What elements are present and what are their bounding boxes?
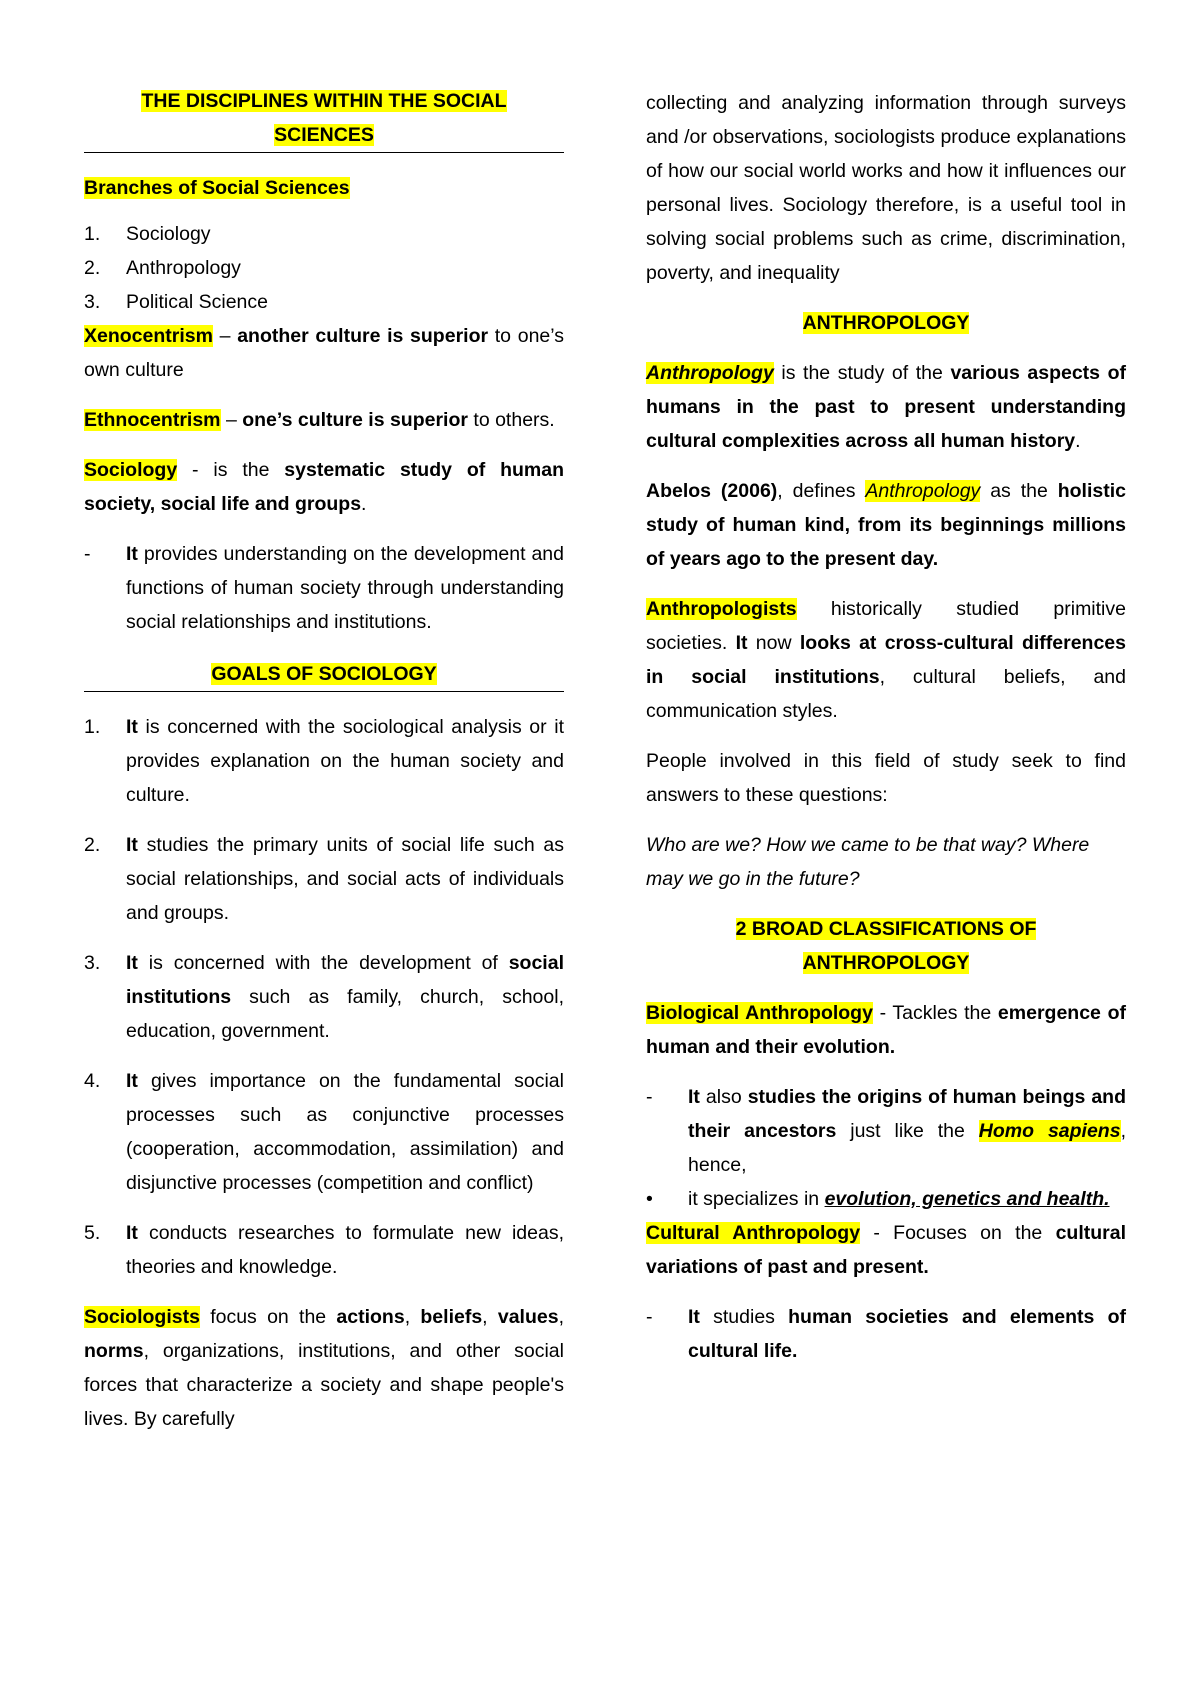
list-item [646,1080,1126,1182]
anthropologists-paragraph [646,592,1126,728]
bullet-bold: human societies and elements of cultural life. [688,1306,1126,1362]
comma: , [558,1306,564,1328]
cultural-anthropology-definition [646,1216,1126,1284]
branch-sociology: Sociology [126,223,211,245]
anth-t2: now [747,632,800,654]
branches-heading [84,171,564,205]
list-number: 3. [84,291,101,313]
left-column [84,84,564,1436]
classifications-heading-line-1: 2 BROAD CLASSIFICATIONS OF [735,918,1037,940]
list-number: 2. [84,257,101,279]
anthropologists-term: Anthropologists [646,598,797,620]
biological-mid: - Tackles the [872,1002,998,1024]
branches-heading-text: Branches of Social Sciences [84,177,350,199]
list-number: 1. [84,716,101,738]
anth-t3: , cultural beliefs, and communication styles. [646,666,1126,722]
classifications-heading [646,912,1126,980]
title-line-1: THE DISCIPLINES WITHIN THE SOCIAL [141,90,507,112]
title-line-2: SCIENCES [274,124,374,146]
list-item [84,1064,564,1200]
sociology-term: Sociology [84,459,178,481]
bullet-bold: studies the origins of human beings and their ancestors [688,1086,1126,1142]
goals-heading [84,657,564,691]
list-item [646,1300,1126,1368]
list-number: 5. [84,1222,101,1244]
dash: – [220,409,243,431]
abelos-mid: , defines [777,480,866,502]
sociology-mid: - is the [177,459,285,481]
sociologists-continued: collecting and analyzing information through surveys and /or observations, sociologists produce explanations of how our social world works and how it influences our personal lives. Sociology therefore, is a useful tool in solving social problems such as crime, discrimination, poverty, and inequality [646,92,1126,284]
abelos-definition [646,474,1126,576]
list-number: 1. [84,223,101,245]
bullet-text: it specializes in [688,1188,825,1210]
goals-heading-text: GOALS OF SOCIOLOGY [211,663,437,685]
homo-sapiens-term: Homo sapiens [978,1120,1121,1142]
biological-term: Biological Anthropology [646,1002,873,1024]
list-number: 4. [84,1070,101,1092]
list-item [84,537,564,639]
anthropology-mid: is the study of the [773,362,951,384]
goal-lead: It [126,716,138,738]
ethnocentrism-term: Ethnocentrism [84,409,221,431]
sociologists-t2: , organizations, institutions, and other social forces that characterize a society and shape people's lives. By carefully [84,1340,564,1430]
dash: – [212,325,238,347]
sociology-definition [84,453,564,521]
sociologists-b1: actions [336,1306,405,1328]
goal-lead: It [126,834,138,856]
classifications-heading-line-2: ANTHROPOLOGY [802,952,970,974]
abelos-as: as the [980,480,1058,502]
abelos-citation: Abelos (2006) [646,480,778,502]
bullet-dash: - [646,1306,653,1328]
xenocentrism-rest: to one’s own culture [84,325,564,381]
bullet-t1: also [699,1086,748,1108]
list-item [646,1182,1126,1216]
anthropology-bold: various aspects of humans in the past to present understanding cultural complexities across all human history [646,362,1126,452]
list-number: 2. [84,834,101,856]
anthropology-term: Anthropology [646,362,774,384]
cultural-mid: - Focuses on the [860,1222,1056,1244]
branch-political-science: Political Science [126,291,268,313]
list-item [84,710,564,812]
goal-bold: social institutions [126,952,564,1008]
goal-lead: It [126,1222,138,1244]
anthropology-definition [646,356,1126,458]
ethnocentrism-definition [84,403,564,437]
list-item [84,828,564,930]
bullet-dash: - [84,543,91,565]
list-item [84,251,564,285]
ethnocentrism-rest: to others. [467,409,555,431]
branches-list [84,217,564,319]
goals-list [84,710,564,1284]
sociology-bullets [84,537,564,639]
sociology-end: . [361,493,367,515]
bullet-dot: • [646,1188,653,1210]
cultural-term: Cultural Anthropology [646,1222,861,1244]
anthropology-heading-text: ANTHROPOLOGY [802,312,970,334]
bullet-underlined: evolution, genetics and health. [824,1188,1110,1210]
list-item [84,285,564,319]
cultural-bold: cultural variations of past and present. [646,1222,1127,1278]
abelos-def: holistic study of human kind, from its beginnings millions of years ago to the present day. [646,480,1126,570]
goal-text: is concerned with the development of [137,952,509,974]
list-item [84,946,564,1048]
goal-text: gives importance on the fundamental social processes such as conjunctive processes (cooperation, accommodation, assimilation) and disjunctive processes (competition and conflict) [126,1070,564,1194]
anthropology-end: . [1075,430,1081,452]
goal-text: conducts researches to formulate new ideas, theories and knowledge. [126,1222,564,1278]
document-title [84,84,564,152]
list-number: 3. [84,952,101,974]
branch-anthropology: Anthropology [126,257,241,279]
comma: , [404,1306,421,1328]
bullet-text: provides understanding on the development and functions of human society through understanding social relationships and institutions. [126,543,564,633]
sociologists-b2: beliefs [420,1306,483,1328]
sociology-bold: systematic study of human society, social life and groups [84,459,564,515]
questions-text: Who are we? How we came to be that way? Where may we go in the future? [646,834,1090,890]
people-paragraph: People involved in this field of study seek to find answers to these questions: [646,750,1126,806]
biological-bold: emergence of human and their evolution. [646,1002,1126,1058]
goal-lead: It [126,952,138,974]
sociologists-b3: values [497,1306,559,1328]
xenocentrism-bold: another culture is superior [237,325,489,347]
title-divider [84,152,564,153]
right-column [646,86,1126,1368]
goal-text: is concerned with the sociological analysis or it provides explanation on the human society and culture. [126,716,564,806]
biological-bullets [646,1080,1126,1216]
bullet-lead: It [688,1306,700,1328]
bullet-end: , hence, [688,1120,1126,1176]
goal-lead: It [126,1070,138,1092]
anth-t1: historically studied primitive societies. [646,598,1126,654]
goal-text: studies the primary units of social life such as social relationships, and social acts of individuals and groups. [126,834,564,924]
sociologists-paragraph [84,1300,564,1436]
bullet-text: studies [699,1306,789,1328]
comma: , [482,1306,498,1328]
anth-b2: looks at cross-cultural differences in social institutions [646,632,1126,688]
list-item [84,1216,564,1284]
xenocentrism-definition [84,319,564,387]
biological-anthropology-definition [646,996,1126,1064]
goals-divider [84,691,564,692]
list-item [84,217,564,251]
ethnocentrism-bold: one’s culture is superior [242,409,468,431]
sociologists-t1: focus on the [199,1306,337,1328]
cultural-bullets [646,1300,1126,1368]
sociologists-b4: norms [84,1340,144,1362]
bullet-lead: It [126,543,138,565]
anthropology-heading [646,306,1126,340]
anth-b1: It [735,632,748,654]
bullet-lead: It [688,1086,700,1108]
xenocentrism-term: Xenocentrism [84,325,213,347]
questions-paragraph [646,828,1126,896]
sociologists-term: Sociologists [84,1306,200,1328]
goal-text-2: such as family, church, school, education, government. [126,986,564,1042]
abelos-term: Anthropology [865,480,981,502]
bullet-t2: just like the [836,1120,979,1142]
bullet-dash: - [646,1086,653,1108]
